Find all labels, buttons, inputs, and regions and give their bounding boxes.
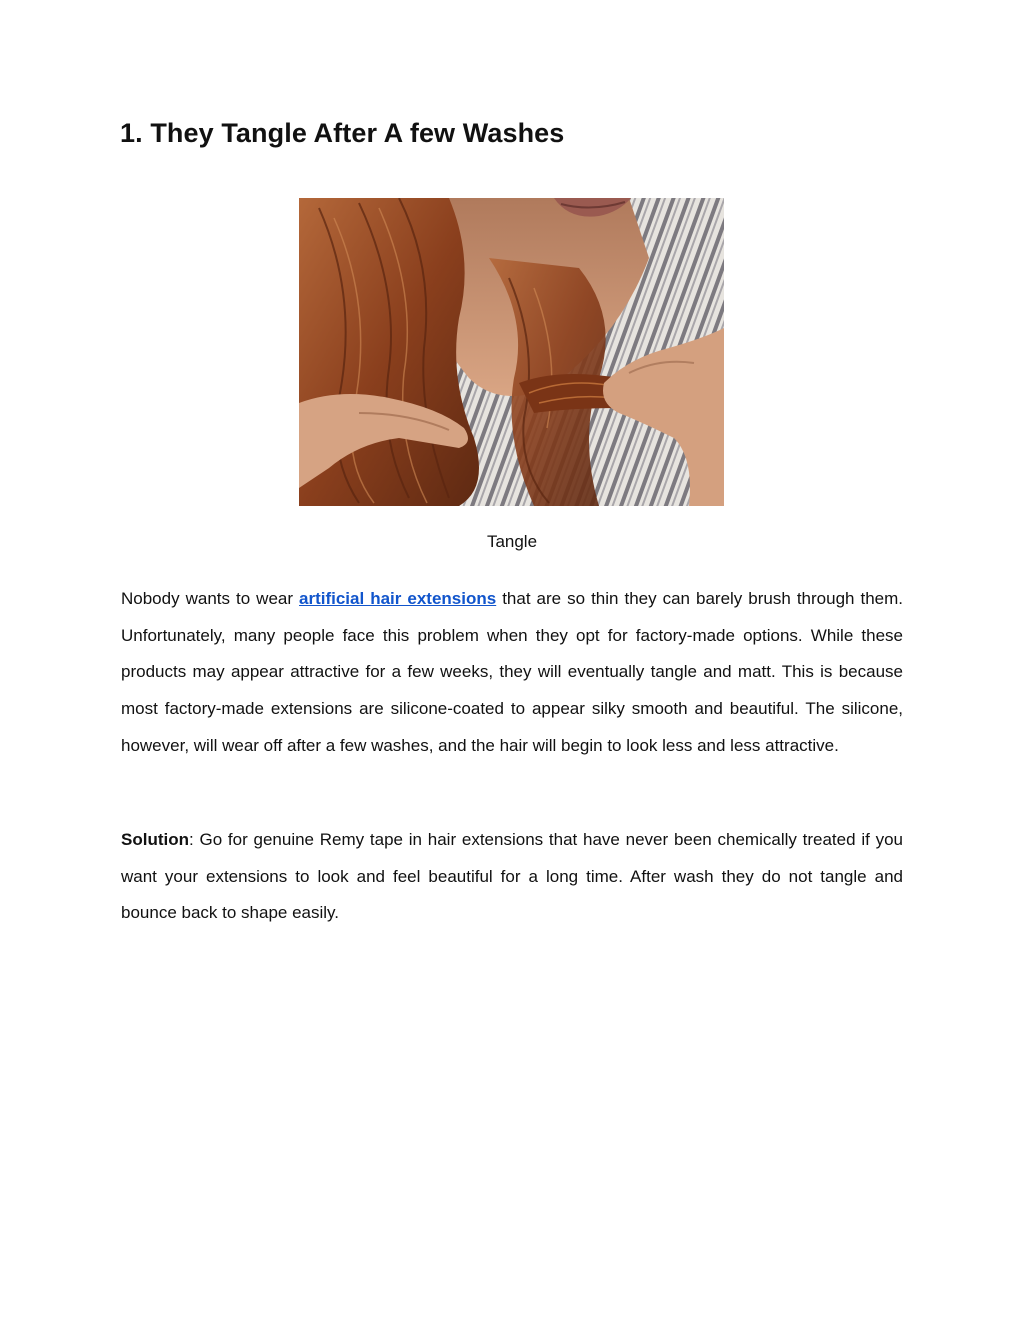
image-caption: Tangle <box>486 532 538 551</box>
solution-label: Solution <box>121 830 189 849</box>
artificial-hair-extensions-link[interactable]: artificial hair extensions <box>299 589 497 608</box>
body-paragraph-2 <box>121 822 903 932</box>
paragraph-text: Nobody wants to wear <box>121 589 300 608</box>
body-paragraph-1 <box>121 581 903 765</box>
paragraph-text: that are so thin they can barely brush through them. Unfortunately, many people face this problem when they opt for factory-made options. While these products may appear attractive for a few weeks, they will eventually tangle and matt. This is because most factory-made extensions are silicone-coated to appear silky smooth and beautiful. The silicone, however, will wear off after a few washes, and the hair will begin to look less and less attractive. <box>121 589 903 755</box>
tangled-hair-photo <box>299 198 724 506</box>
section-heading: 1. They Tangle After A few Washes <box>120 118 565 148</box>
paragraph-text: : Go for genuine Remy tape in hair extensions that have never been chemically treated if you want your extensions to look and feel beautiful for a long time. After wash they do not tangle and bounce back to shape easily. <box>121 830 903 923</box>
